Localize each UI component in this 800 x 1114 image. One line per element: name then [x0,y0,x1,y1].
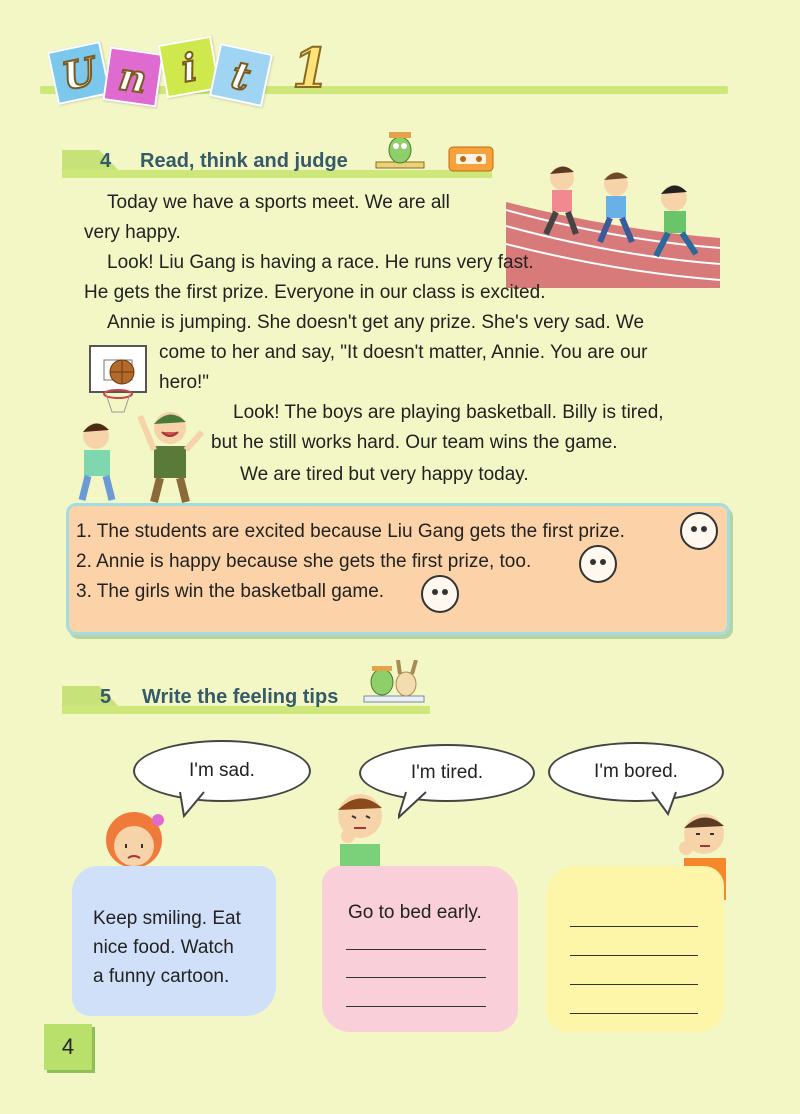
answer-blank[interactable] [570,955,698,956]
passage-line: Look! The boys are playing basketball. Billy is tired, [233,402,664,423]
cassette-icon [448,146,494,172]
answer-blank[interactable] [570,1013,698,1014]
section-5-title: Write the feeling tips [142,686,339,708]
unit-letter-tile: t [209,43,273,107]
answer-blank[interactable] [346,949,486,950]
passage-line: He gets the first prize. Everyone in our class is excited. [84,282,546,303]
passage-line: come to her and say, "It doesn't matter, Annie. You are our [159,342,648,363]
passage-line: but he still works hard. Our team wins the game. [211,432,618,453]
judge-face-circle[interactable] [421,575,459,613]
answer-blank[interactable] [346,1006,486,1007]
answer-blank[interactable] [570,984,698,985]
tip-card-line: nice food. Watch [93,937,234,958]
unit-letter-tile: U [47,41,111,105]
passage-line: very happy. [84,222,181,243]
tip-card-line: Go to bed early. [348,902,482,923]
speech-bubble-bored: I'm bored. [548,742,724,802]
judge-statement: 2. Annie is happy because she gets the first prize, too. [76,551,532,572]
passage-line: We are tired but very happy today. [240,464,529,485]
answer-blank[interactable] [346,977,486,978]
page-number: 4 [44,1024,92,1070]
basketball-boys-illustration [66,340,218,510]
tip-card-line: a funny cartoon. [93,966,230,987]
reading-friends-icon [356,660,432,708]
section-4-title: Read, think and judge [140,150,348,172]
passage-line: Today we have a sports meet. We are all [107,192,450,213]
passage-line: hero!" [159,372,210,393]
unit-letter-tile: n [103,47,164,108]
section-5-number: 5 [100,686,112,708]
passage-line: Annie is jumping. She doesn't get any prize. She's very sad. We [107,312,645,333]
speech-bubble-tired: I'm tired. [359,744,535,802]
unit-number: 1 [292,36,330,100]
speech-bubble-sad: I'm sad. [133,740,311,802]
runners-illustration [506,160,720,288]
judge-face-circle[interactable] [680,512,718,550]
judge-statement: 3. The girls win the basketball game. [76,581,385,602]
unit-letter-tile: i [158,36,221,99]
bubble-tail [176,790,216,818]
section-4-number: 4 [100,150,112,172]
tip-card-line: Keep smiling. Eat [93,908,241,929]
tip-card-bored [546,866,724,1032]
answer-blank[interactable] [570,926,698,927]
judge-face-circle[interactable] [579,545,617,583]
reading-owl-icon [370,128,430,174]
judge-statement: 1. The students are excited because Liu Gang gets the first prize. [76,521,625,542]
bubble-tail [398,790,438,820]
passage-line: Look! Liu Gang is having a race. He runs very fast. [107,252,534,273]
